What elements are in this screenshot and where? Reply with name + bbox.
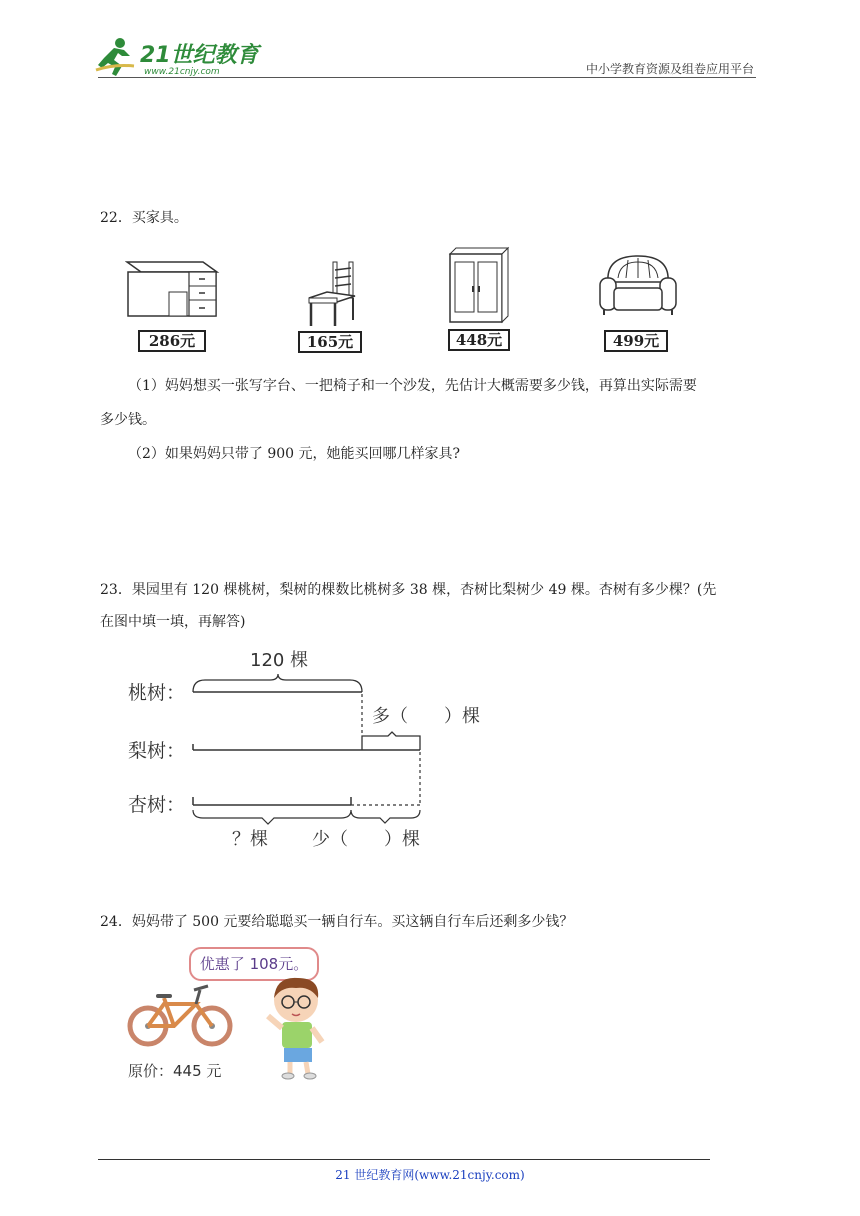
logo-text: 21世纪教育 bbox=[140, 43, 259, 68]
q23-line1: 23．果园里有 120 棵桃树，梨树的棵数比桃树多 38 棵，杏树比梨树少 49 棵。杏树有多少棵？(先 bbox=[100, 582, 717, 598]
desk-price: 286元 bbox=[138, 330, 206, 352]
apricot-question-label: ？棵 bbox=[232, 829, 268, 850]
q23-line2: 在图中填一填，再解答) bbox=[100, 614, 246, 630]
peach-label: 桃树： bbox=[128, 682, 186, 704]
boy-image bbox=[264, 976, 334, 1080]
cabinet-price: 448元 bbox=[448, 329, 510, 351]
less-label: 少（ ）棵 bbox=[312, 829, 420, 850]
bicycle-image bbox=[126, 982, 234, 1050]
discount-speech-bubble: 优惠了 108元。 bbox=[189, 947, 319, 981]
more-label: 多（ ）棵 bbox=[372, 706, 480, 727]
peach-total-label: 120 棵 bbox=[250, 650, 309, 671]
q22-sub1-line1: （1）妈妈想买一张写字台、一把椅子和一个沙发，先估计大概需要多少钱，再算出实际需要 bbox=[128, 378, 697, 394]
chair-price: 165元 bbox=[298, 331, 362, 353]
sofa-price: 499元 bbox=[604, 330, 668, 352]
q22-sub1-line2: 多少钱。 bbox=[100, 412, 156, 428]
header-platform-text: 中小学教育资源及组卷应用平台 bbox=[585, 62, 754, 76]
footer-link[interactable]: 21 世纪教育网(www.21cnjy.com) bbox=[335, 1168, 525, 1182]
pear-label: 梨树： bbox=[128, 740, 186, 762]
footer-divider bbox=[98, 1159, 710, 1160]
q22-sub2: （2）如果妈妈只带了 900 元，她能买回哪几样家具? bbox=[128, 446, 461, 462]
q24-title: 24．妈妈带了 500 元要给聪聪买一辆自行车。买这辆自行车后还剩多少钱？ bbox=[100, 914, 574, 930]
original-price-label: 原价：445 元 bbox=[128, 1062, 222, 1080]
q22-title: 22．买家具。 bbox=[100, 210, 188, 226]
apricot-label: 杏树： bbox=[128, 794, 186, 816]
logo-subtext: www.21cnjy.com bbox=[144, 67, 220, 77]
